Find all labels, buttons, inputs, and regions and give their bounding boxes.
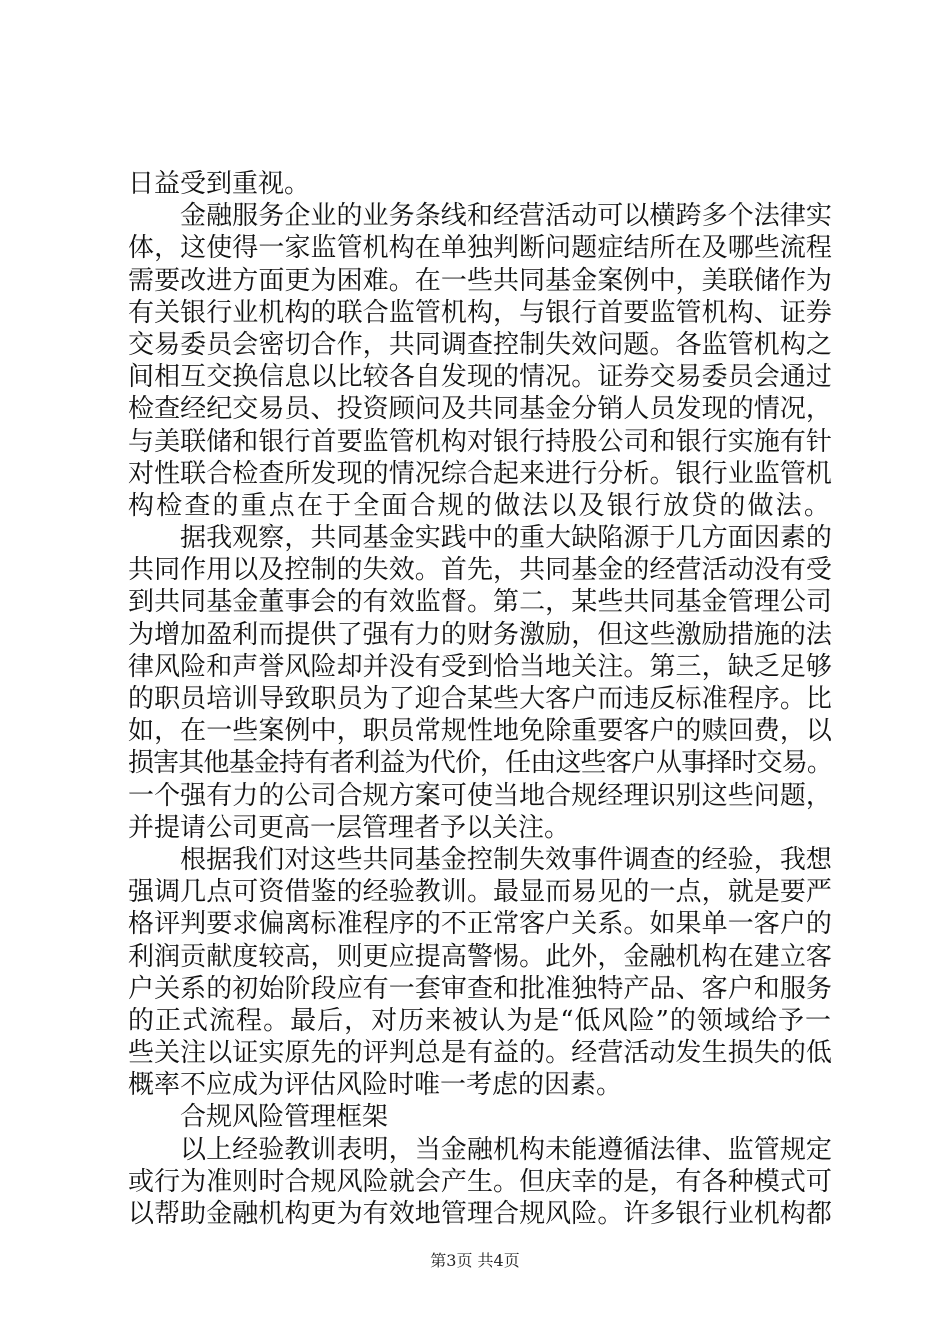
- text-line: 检查经纪交易员、投资顾问及共同基金分销人员发现的情况，: [128, 394, 832, 425]
- text-line: 需要改进方面更为困难。在一些共同基金案例中，美联储作为: [128, 265, 832, 296]
- text-line: 交易委员会密切合作，共同调查控制失效问题。各监管机构之: [128, 329, 832, 360]
- text-line: 有关银行业机构的联合监管机构，与银行首要监管机构、证券: [128, 297, 832, 328]
- page-footer: 第3页 共4页: [430, 1251, 520, 1270]
- text-line: 体，这使得一家监管机构在单独判断问题症结所在及哪些流程: [128, 233, 832, 264]
- body-text: [128, 168, 832, 1230]
- text-line: 概率不应成为评估风险时唯一考虑的因素。: [128, 1070, 623, 1101]
- text-line: 为增加盈利而提供了强有力的财务激励，但这些激励措施的法: [128, 619, 832, 650]
- text-line: 日益受到重视。: [128, 169, 311, 199]
- text-line: 间相互交换信息以比较各自发现的情况。证券交易委员会通过: [128, 362, 832, 393]
- text-line: 强调几点可资借鉴的经验教训。最显而易见的一点，就是要严: [128, 877, 832, 908]
- text-line: 如，在一些案例中，职员常规性地免除重要客户的赎回费，以: [128, 716, 832, 747]
- text-line: 或行为准则时合规风险就会产生。但庆幸的是，有各种模式可: [128, 1166, 832, 1197]
- text-line: 户关系的初始阶段应有一套审查和批准独特产品、客户和服务: [128, 973, 832, 1004]
- text-line: 构检查的重点在于全面合规的做法以及银行放贷的做法。: [128, 490, 832, 521]
- text-line: 损害其他基金持有者利益为代价，任由这些客户从事择时交易。: [128, 748, 832, 779]
- text-line: 到共同基金董事会的有效监督。第二，某些共同基金管理公司: [128, 587, 832, 618]
- paragraph-start-line: 据我观察，共同基金实践中的重大缺陷源于几方面因素的: [180, 523, 832, 554]
- text-line: 的正式流程。最后，对历来被认为是“低风险”的领域给予一: [128, 1005, 832, 1036]
- text-line: 律风险和声誉风险却并没有受到恰当地关注。第三，缺乏足够: [128, 651, 832, 682]
- paragraph-start-line: 以上经验教训表明，当金融机构未能遵循法律、监管规定: [180, 1134, 832, 1165]
- paragraph-start-line: 根据我们对这些共同基金控制失效事件调查的经验，我想: [180, 844, 832, 875]
- text-line: 些关注以证实原先的评判总是有益的。经营活动发生损失的低: [128, 1038, 832, 1069]
- text-line: 共同作用以及控制的失效。首先，共同基金的经营活动没有受: [128, 555, 832, 586]
- section-heading: 合规风险管理框架: [180, 1102, 389, 1133]
- text-line: 一个强有力的公司合规方案可使当地合规经理识别这些问题，: [128, 780, 832, 811]
- text-line: 利润贡献度较高，则更应提高警惕。此外，金融机构在建立客: [128, 941, 832, 972]
- text-line: 以帮助金融机构更为有效地管理合规风险。许多银行业机构都: [128, 1199, 832, 1229]
- paragraph-start-line: 金融服务企业的业务条线和经营活动可以横跨多个法律实: [180, 201, 832, 232]
- text-line: 的职员培训导致职员为了迎合某些大客户而违反标准程序。比: [128, 684, 832, 714]
- text-line: 与美联储和银行首要监管机构对银行持股公司和银行实施有针: [128, 426, 832, 457]
- text-line: 对性联合检查所发现的情况综合起来进行分析。银行业监管机: [128, 458, 832, 489]
- text-line: 并提请公司更高一层管理者予以关注。: [128, 812, 571, 843]
- text-line: 格评判要求偏离标准程序的不正常客户关系。如果单一客户的: [128, 909, 832, 940]
